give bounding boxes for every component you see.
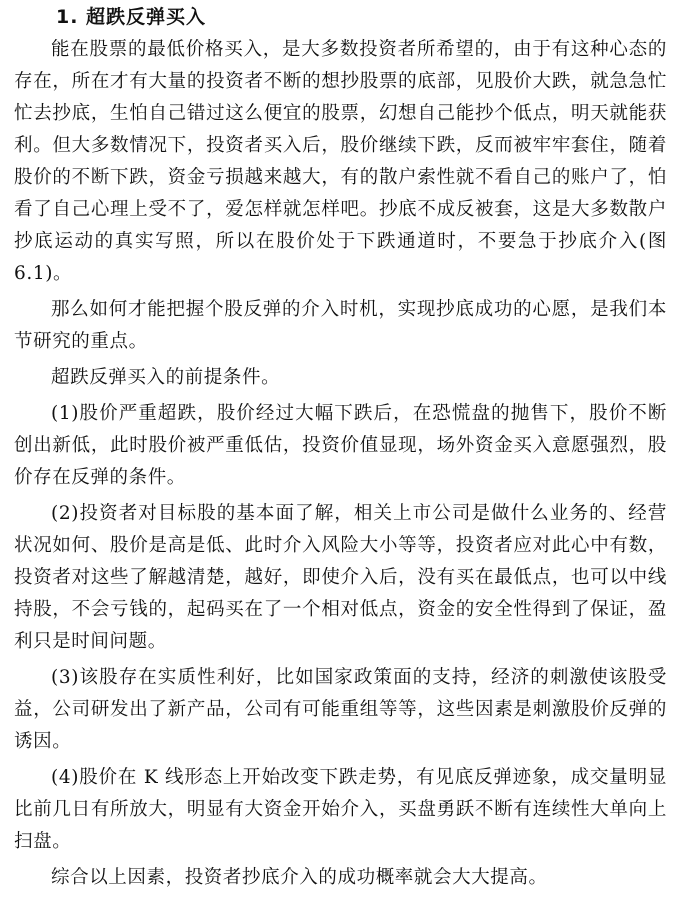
paragraph-question: 那么如何才能把握个股反弹的介入时机，实现抄底成功的心愿，是我们本节研究的重点。 bbox=[14, 299, 667, 352]
paragraph-condition-2: (2)投资者对目标股的基本面了解，相关上市公司是做什么业务的、经营状况如何、股价是高是低、此时介入风险大小等等，投资者应对此心中有数，投资者对这些了解越清楚，越好，即使介入后，没有买在最低点，也可以中线持股，不会亏钱的，起码买在了一个相对低点，资金的安全性得到了保证，盈利只是时间问题。 bbox=[14, 503, 667, 652]
paragraph-condition-3: (3)该股存在实质性利好，比如国家政策面的支持，经济的刺激使该股受益，公司研发出了新产品，公司有可能重组等等，这些因素是刺激股价反弹的诱因。 bbox=[14, 667, 667, 752]
paragraph-condition-1: (1)股价严重超跌，股价经过大幅下跌后，在恐慌盘的抛售下，股价不断创出新低，此时股价被严重低估，投资价值显现，场外资金买入意愿强烈，股价存在反弹的条件。 bbox=[14, 403, 667, 488]
section-heading: 1. 超跌反弹买入 bbox=[56, 6, 207, 28]
paragraph-condition-4: (4)股价在 K 线形态上开始改变下跌走势，有见底反弹迹象，成交量明显比前几日有所放大，明显有大资金开始介入，买盘勇跃不断有连续性大单向上扫盘。 bbox=[14, 767, 667, 852]
paragraph-preconditions-title: 超跌反弹买入的前提条件。 bbox=[51, 367, 281, 388]
paragraph-conclusion: 综合以上因素，投资者抄底介入的成功概率就会大大提高。 bbox=[51, 867, 548, 888]
paragraph-intro: 能在股票的最低价格买入，是大多数投资者所希望的，由于有这种心态的存在，所在才有大量的投资者不断的想抄股票的底部，见股价大跌，就急急忙忙去抄底，生怕自己错过这么便宜的股票，幻想自己能抄个低点，明天就能获利。但大多数情况下，投资者买入后，股价继续下跌，反而被牢牢套住，随着股价的不断下跌，资金亏损越来越大，有的散户索性就不看自己的账户了，怕看了自己心理上受不了，爱怎样就怎样吧。抄底不成反被套，这是大多数散户抄底运动的真实写照，所以在股价处于下跌通道时，不要急于抄底介入(图 6.1)。 bbox=[14, 39, 667, 284]
